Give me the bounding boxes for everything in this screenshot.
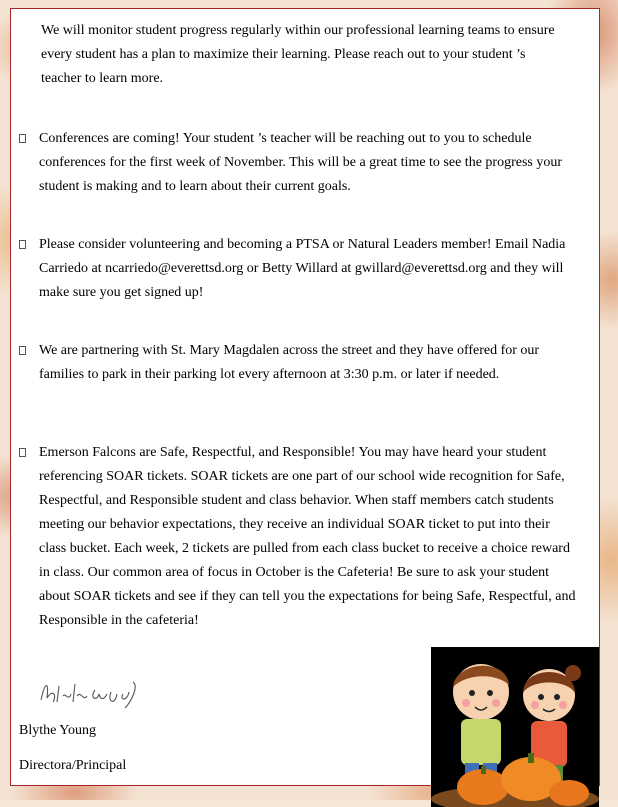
list-item-soar	[19, 441, 579, 633]
list-item-text: Conferences are coming! Your student ’s teacher will be reaching out to you to schedule conferences for the first week of November. This will be a great time to see the progress your student is making and to learn about their current goals.	[39, 131, 563, 194]
bullet-icon	[19, 134, 26, 143]
bullet-icon	[19, 346, 26, 355]
intro-paragraph: We will monitor student progress regularly within our professional learning teams to ensure every student has a plan to maximize their learning. Please reach out to your student ’s teacher to learn more.	[41, 23, 555, 86]
bullet-icon	[19, 448, 26, 457]
signature-title: Directora/Principal	[19, 758, 127, 773]
signature-name: Blythe Young	[19, 723, 97, 738]
list-item-text: Emerson Falcons are Safe, Respectful, and Responsible! You may have heard your student referencing SOAR tickets. SOAR tickets are one part of our school wide recognition for Safe, Respectful, and Responsible student and class behavior. When staff members catch students meeting our behavior expectations, they receive an individual SOAR ticket to put into their class bucket. Each week, 2 tickets are pulled from each class bucket to receive a choice reward in class. Our common area of focus in October is the Cafeteria! Be sure to ask your student about SOAR tickets and see if they can tell you the expectations for being Safe, Respectful, and Responsible in the cafeteria!	[39, 445, 576, 628]
list-item-text: We are partnering with St. Mary Magdalen across the street and they have offered for our families to park in their parking lot every afternoon at 3:30 p.m. or later if needed.	[39, 343, 540, 382]
handwritten-signature	[35, 672, 145, 712]
newsletter-page	[10, 8, 600, 786]
fall-kids-clipart	[431, 647, 599, 807]
list-item-text: Please consider volunteering and becoming a PTSA or Natural Leaders member! Email Nadia Carriedo at ncarriedo@everettsd.org or Betty Willard at gwillard@everettsd.org and they will make sure you get signed up!	[39, 237, 566, 300]
list-item-volunteer	[19, 233, 579, 305]
bullet-icon	[19, 240, 26, 249]
list-item-parking	[19, 339, 579, 387]
list-item-conferences	[19, 127, 579, 199]
